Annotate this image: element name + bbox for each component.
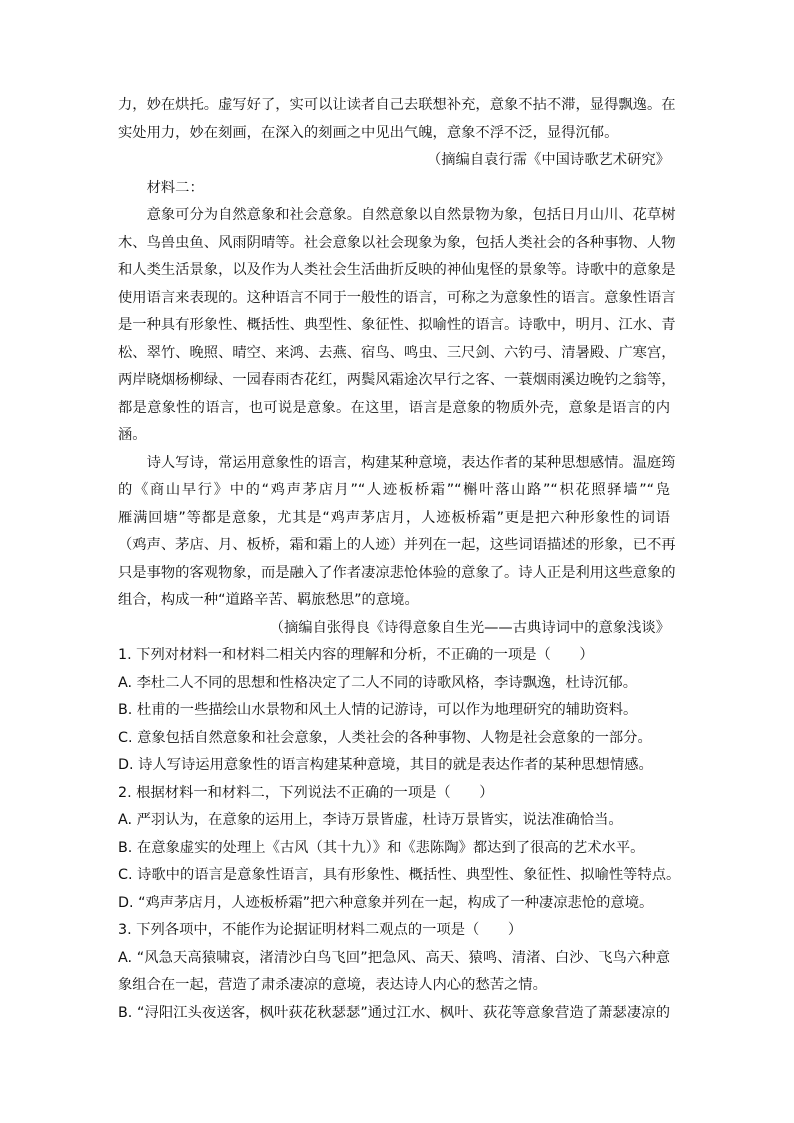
text-line: 雁满回塘”等都是意象，尤其是“鸡声茅店月，人迹板桥霜”更是把六种形象性的词语 bbox=[118, 509, 670, 526]
text-line: 实处用力，妙在刻画，在深入的刻画之中见出气魄，意象不浮不泛，显得沉郁。 bbox=[118, 124, 619, 141]
section-heading: 材料二： bbox=[146, 179, 204, 196]
text-line: 的《商山早行》中的“鸡声茅店月”“人迹板桥霜”“槲叶落山路”“枳花照驿墙”“凫 bbox=[118, 482, 670, 498]
source-citation: （摘编自张得良《诗得意象自生光——古典诗词中的意象浅谈》 bbox=[269, 619, 670, 636]
answer-option-continued: 象组合在一起，营造了肃杀凄凉的意境，表达诗人内心的愁苦之情。 bbox=[118, 977, 547, 993]
text-line: 意象可分为自然意象和社会意象。自然意象以自然景物为象，包括日月山川、花草树 bbox=[146, 207, 676, 223]
text-line: （鸡声、茅店、月、板桥，霜和霜上的人迹）并列在一起，这些词语描述的形象，已不再 bbox=[118, 537, 676, 553]
text-line: 使用语言来表现的。这种语言不同于一般性的语言，可称之为意象性的语言。意象性语言 bbox=[118, 289, 676, 306]
text-line: 力，妙在烘托。虚写好了，实可以让读者自己去联想补充，意象不拈不滞，显得飘逸。在 bbox=[118, 97, 676, 113]
text-line: 涵。 bbox=[118, 427, 147, 443]
text-line: 都是意象性的语言，也可说是意象。在这里，语言是意象的物质外壳，意象是语言的内 bbox=[118, 399, 670, 416]
text-line: 是一种具有形象性、概括性、典型性、象征性、拟喻性的语言。诗歌中，明月、江水、青 bbox=[118, 317, 676, 333]
answer-option: B. 在意象虚实的处理上《古风（其十九）》和《悲陈陶》都达到了很高的艺术水平。 bbox=[118, 839, 645, 856]
text-line: 两岸晓烟杨柳绿、一园春雨杏花红，两鬓风霜途次早行之客、一蓑烟雨溪边晚钓之翁等， bbox=[118, 372, 676, 388]
answer-option: A. 李杜二人不同的思想和性格决定了二人不同的诗歌风格，李诗飘逸，杜诗沉郁。 bbox=[118, 674, 638, 691]
answer-option: C. 诗歌中的语言是意象性语言，具有形象性、概括性、典型性、象征性、拟喻性等特点。 bbox=[118, 867, 681, 883]
answer-option: C. 意象包括自然意象和社会意象，人类社会的各种事物、人物是社会意象的一部分。 bbox=[118, 729, 652, 746]
source-citation: （摘编自袁行霈《中国诗歌艺术研究》 bbox=[426, 152, 670, 168]
question-stem: 1. 下列对材料一和材料二相关内容的理解和分析，不正确的一项是（ ） bbox=[118, 647, 594, 663]
answer-option: A. “风急天高猿啸哀，渚清沙白鸟飞回”把急风、高天、猿鸣、清渚、白沙、飞鸟六种意 bbox=[118, 949, 670, 966]
document-body bbox=[118, 92, 681, 1027]
text-line: 木、鸟兽虫鱼、风雨阴晴等。社会意象以社会现象为象，包括人类社会的各种事物、人物 bbox=[118, 234, 676, 251]
answer-option: D. “鸡声茅店月，人迹板桥霜”把六种意象并列在一起，构成了一种凄凉悲怆的意境。 bbox=[118, 894, 654, 911]
text-line: 松、翠竹、晚照、晴空、来鸿、去燕、宿鸟、鸣虫、三尺剑、六钓弓、清暑殿、广寒宫， bbox=[118, 344, 676, 361]
text-line: 组合，构成一种“道路辛苦、羁旅愁思”的意境。 bbox=[118, 592, 419, 608]
text-line: 和人类生活景象，以及作为人类社会生活曲折反映的神仙鬼怪的景象等。诗歌中的意象是 bbox=[118, 262, 676, 278]
answer-option: A. 严羽认为，在意象的运用上，李诗万景皆虚，杜诗万景皆实，说法准确恰当。 bbox=[118, 812, 623, 828]
answer-option: B. “浔阳江头夜送客，枫叶荻花秋瑟瑟”通过江水、枫叶、荻花等意象营造了萧瑟凄凉的 bbox=[118, 1004, 670, 1021]
answer-option: D. 诗人写诗运用意象性的语言构建某种意境，其目的就是表达作者的某种思想情感。 bbox=[118, 757, 653, 773]
text-line: 只是事物的客观物象，而是融入了作者凄凉悲怆体验的意象了。诗人正是利用这些意象的 bbox=[118, 564, 676, 581]
question-stem: 2. 根据材料一和材料二，下列说法不正确的一项是（ ） bbox=[118, 784, 494, 801]
text-line: 诗人写诗，常运用意象性的语言，构建某种意境，表达作者的某种思想感情。温庭筠 bbox=[146, 454, 676, 471]
answer-option: B. 杜甫的一些描绘山水景物和风土人情的记游诗，可以作为地理研究的辅助资料。 bbox=[118, 702, 638, 718]
question-stem: 3. 下列各项中，不能作为论据证明材料二观点的一项是（ ） bbox=[118, 922, 523, 938]
